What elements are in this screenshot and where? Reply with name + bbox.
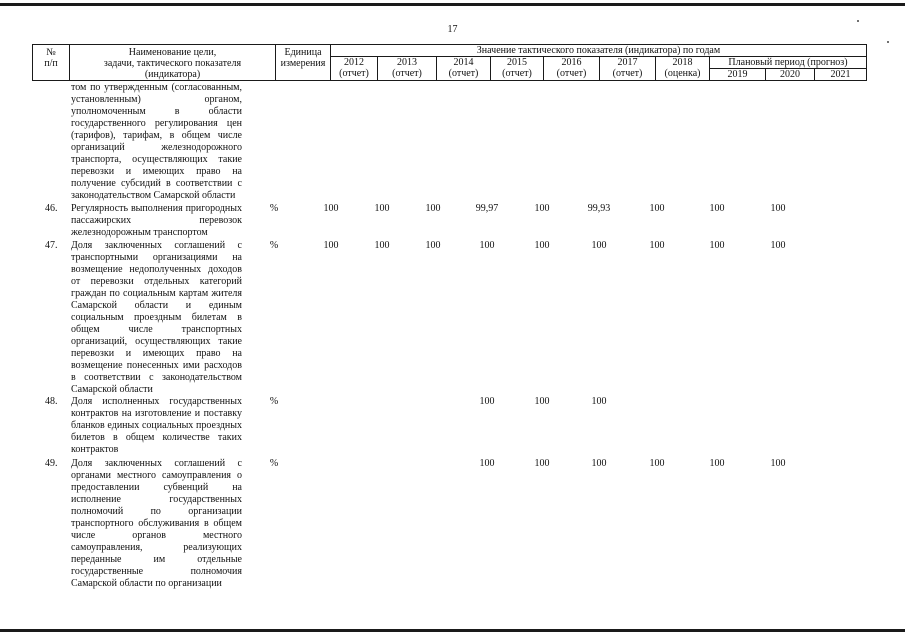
row-name: Регулярность выполнения пригородных пассажирских перевозок железнодорожным транспортом	[71, 203, 242, 238]
year-label: 2019	[727, 69, 748, 80]
header-year-2015	[490, 56, 544, 81]
value-2017: 100	[591, 458, 607, 469]
year-label: 2018	[672, 57, 693, 68]
value-2014: 100	[425, 203, 441, 214]
row-unit: %	[269, 458, 279, 469]
year-label: 2012	[344, 57, 364, 68]
year-note: (отчет)	[612, 68, 643, 79]
value-2020: 100	[770, 203, 786, 214]
header-unit	[275, 44, 331, 81]
year-note: (отчет)	[448, 68, 479, 79]
value-2017: 99,93	[587, 203, 611, 214]
header-year-2020	[765, 68, 815, 81]
row-unit: %	[269, 203, 279, 214]
header-year-2012	[330, 56, 378, 81]
value-2015: 100	[479, 240, 495, 251]
value-2019: 100	[709, 240, 725, 251]
header-year-2014	[436, 56, 491, 81]
value-2015: 100	[479, 396, 495, 407]
value-2020: 100	[770, 240, 786, 251]
continuation-text: том по утвержденным (согласованным, установленным) органом, уполномоченным в области государственного регулирования цен (тарифов), тарифам, в общем числе организаций железнодорожного транспорта, осуществляющих такие перевозки и имеющих право на получение субсидий в соответствии с законодательством Самарской области	[71, 82, 242, 201]
year-note: (отчет)	[339, 68, 369, 79]
value-2018: 100	[649, 240, 665, 251]
header-year-2016	[543, 56, 600, 81]
header-unit-line: измерения	[280, 58, 326, 69]
value-2013: 100	[374, 203, 390, 214]
value-2014: 100	[425, 240, 441, 251]
scan-speck	[857, 20, 859, 22]
row-number: 47.	[45, 240, 58, 251]
header-year-2017	[599, 56, 656, 81]
header-name-line: задачи, тактического показателя	[103, 58, 242, 69]
year-label: 2015	[507, 57, 527, 68]
year-note: (отчет)	[502, 68, 532, 79]
row-number: 49.	[45, 458, 58, 469]
header-unit-line: Единица	[284, 47, 322, 58]
year-label: 2021	[830, 69, 851, 80]
header-year-2021	[814, 68, 867, 81]
header-group-text: Значение тактического показателя (индикатора) по годам	[476, 45, 721, 56]
header-no	[32, 44, 70, 81]
value-2017: 100	[591, 396, 607, 407]
year-note: (оценка)	[664, 68, 701, 79]
header-no-line: №	[46, 47, 56, 58]
header-no-line: п/п	[44, 58, 58, 69]
year-note: (отчет)	[556, 68, 587, 79]
value-2019: 100	[709, 458, 725, 469]
page-number: 17	[447, 24, 458, 35]
top-rule	[0, 3, 905, 6]
year-label: 2013	[397, 57, 417, 68]
year-note: (отчет)	[392, 68, 422, 79]
value-2018: 100	[649, 203, 665, 214]
header-name	[69, 44, 276, 81]
header-year-2018	[655, 56, 710, 81]
header-name-line: (индикатора)	[144, 69, 201, 80]
value-2016: 100	[534, 203, 550, 214]
header-year-2019	[709, 68, 766, 81]
table-header	[32, 44, 867, 81]
value-2019: 100	[709, 203, 725, 214]
header-year-2013	[377, 56, 437, 81]
value-2020: 100	[770, 458, 786, 469]
row-number: 48.	[45, 396, 58, 407]
row-unit: %	[269, 240, 279, 251]
row-number: 46.	[45, 203, 58, 214]
value-2016: 100	[534, 396, 550, 407]
value-2017: 100	[591, 240, 607, 251]
year-label: 2017	[617, 57, 638, 68]
bottom-rule	[0, 629, 905, 632]
row-unit: %	[269, 396, 279, 407]
value-2015: 99,97	[475, 203, 499, 214]
year-label: 2020	[780, 69, 800, 80]
year-label: 2016	[561, 57, 582, 68]
row-name: Доля исполненных государственных контрактов на изготовление и поставку бланков единых социальных проездных билетов в общем количестве таких контрактов	[71, 396, 242, 455]
year-label: 2014	[453, 57, 474, 68]
value-2012: 100	[323, 240, 339, 251]
value-2015: 100	[479, 458, 495, 469]
header-name-line: Наименование цели,	[128, 47, 217, 58]
plan-period-text: Плановый период (прогноз)	[728, 57, 848, 68]
value-2012: 100	[323, 203, 339, 214]
row-name: Доля заключенных соглашений с органами местного самоуправления о предоставлении субвенций на исполнение государственных полномочий по организации транспортного обслуживания в общем числе органов местного самоуправления, реализующих переданные им отдельные государственные полномочия Самарской области по организации	[71, 458, 242, 589]
value-2018: 100	[649, 458, 665, 469]
scan-speck	[887, 41, 889, 43]
value-2013: 100	[374, 240, 390, 251]
value-2016: 100	[534, 240, 550, 251]
value-2016: 100	[534, 458, 550, 469]
row-name: Доля заключенных соглашений с транспортными организациями на возмещение недополученных доходов от перевозки отдельных категорий граждан по социальным картам жителя Самарской области и единым социальным проездным билетам в общем числе транспортных организаций, осуществляющих такие перевозки и имеющих право на возмещение понесенных ими расходов в соответствии с законодательством Самарской области	[71, 240, 242, 395]
